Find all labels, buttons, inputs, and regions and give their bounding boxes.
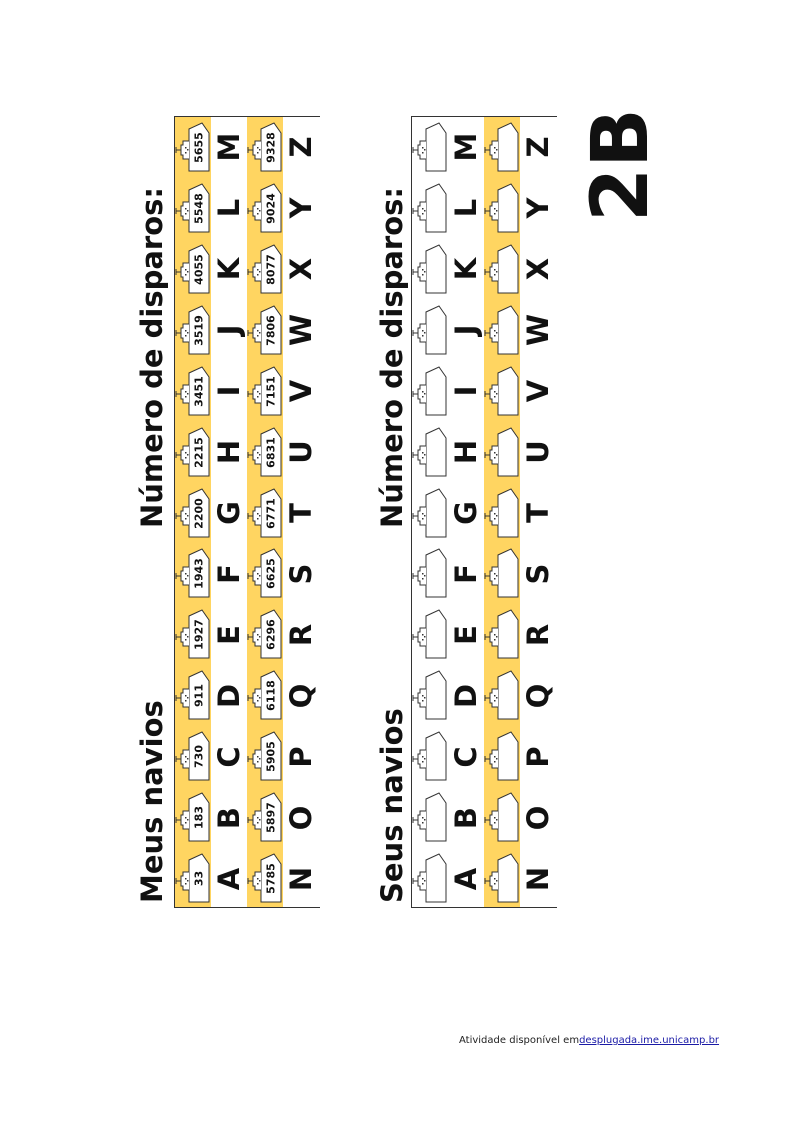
column-letter: T <box>521 503 555 523</box>
column-letter: S <box>521 563 555 585</box>
ship-number: 730 <box>192 745 206 769</box>
ship-cell <box>247 789 283 847</box>
ship-cell <box>484 241 520 299</box>
ship-number: 8077 <box>264 254 278 285</box>
ship-number: 6625 <box>264 558 278 590</box>
ship-icon <box>412 485 448 543</box>
ship-cell <box>247 485 283 543</box>
column-letter: A <box>212 867 246 890</box>
ship-cell <box>412 850 448 908</box>
column-letter: V <box>521 379 555 403</box>
column-letter: B <box>212 806 246 829</box>
ship-number: 33 <box>192 870 206 887</box>
column-letter: U <box>521 440 555 464</box>
ship-number: 6118 <box>264 680 278 712</box>
ship-number: 6296 <box>264 619 278 651</box>
column-letter: P <box>284 746 318 768</box>
sheet-code: 2B <box>576 108 666 222</box>
ship-icon <box>412 302 448 360</box>
column-letter: Q <box>521 683 555 709</box>
column-letter: Q <box>284 683 318 709</box>
column-letter: P <box>521 746 555 768</box>
ship-number: 5897 <box>264 802 278 833</box>
ship-cell <box>175 363 211 421</box>
ship-icon <box>484 850 520 908</box>
ship-cell <box>175 302 211 360</box>
ship-cell <box>484 606 520 664</box>
ship-number: 3451 <box>192 375 206 407</box>
ship-cell <box>247 850 283 908</box>
board2-title-left: Seus navios <box>375 708 409 903</box>
column-letter: X <box>284 258 318 281</box>
ship-cell <box>484 728 520 786</box>
ship-cell <box>412 180 448 238</box>
column-letter: U <box>284 440 318 464</box>
column-letter: S <box>284 563 318 585</box>
footer-link[interactable]: desplugada.ime.unicamp.br <box>579 1035 720 1046</box>
ship-cell <box>412 485 448 543</box>
column-letter: F <box>449 564 483 584</box>
column-letter: J <box>449 324 483 336</box>
column-letter: R <box>284 623 318 647</box>
column-letter: O <box>284 805 318 830</box>
ship-cell <box>247 728 283 786</box>
ship-number: 7806 <box>264 314 278 346</box>
column-letter: X <box>521 258 555 281</box>
ship-cell <box>412 667 448 725</box>
ship-number: 7151 <box>264 375 278 407</box>
column-letter: I <box>449 385 483 397</box>
board2-title-right: Número de disparos: <box>375 186 409 528</box>
column-letter: M <box>212 133 246 162</box>
footer <box>459 1035 719 1046</box>
ship-number: 1927 <box>192 619 206 651</box>
ship-cell <box>484 789 520 847</box>
ship-number: 5905 <box>264 741 278 773</box>
ship-cell <box>247 180 283 238</box>
ship-icon <box>484 789 520 847</box>
ship-cell <box>412 119 448 177</box>
column-letter: D <box>212 683 246 708</box>
ship-icon <box>484 485 520 543</box>
column-letter: Y <box>521 197 555 219</box>
ship-icon <box>484 606 520 664</box>
ship-number: 911 <box>192 684 206 708</box>
column-letter: V <box>284 379 318 403</box>
column-letter: N <box>284 866 318 891</box>
column-letter: Z <box>284 136 318 158</box>
column-letter: K <box>449 258 483 281</box>
column-letter: M <box>449 133 483 162</box>
ship-cell <box>484 302 520 360</box>
ship-icon <box>484 180 520 238</box>
ship-cell <box>484 180 520 238</box>
ship-icon <box>412 850 448 908</box>
ship-icon <box>412 545 448 603</box>
ship-cell <box>247 302 283 360</box>
ship-number: 5548 <box>192 193 206 224</box>
ship-number: 2200 <box>192 497 206 529</box>
ship-cell <box>412 241 448 299</box>
column-letter: A <box>449 867 483 890</box>
ship-cell <box>412 302 448 360</box>
ship-cell <box>175 545 211 603</box>
column-letter: D <box>449 683 483 708</box>
board1-title-left: Meus navios <box>135 700 169 903</box>
ship-cell <box>175 119 211 177</box>
ship-icon <box>484 545 520 603</box>
column-letter: T <box>284 503 318 523</box>
ship-cell <box>247 667 283 725</box>
ship-number: 4055 <box>192 254 206 285</box>
ship-cell <box>175 728 211 786</box>
ship-icon <box>412 606 448 664</box>
ship-number: 6831 <box>264 436 278 468</box>
ship-number: 2215 <box>192 436 206 468</box>
board1-title-right: Número de disparos: <box>135 186 169 528</box>
column-letter: C <box>449 746 483 768</box>
ship-number: 3519 <box>192 314 206 346</box>
ship-icon <box>412 119 448 177</box>
ship-cell <box>412 789 448 847</box>
column-letter: C <box>212 746 246 768</box>
ship-cell <box>175 180 211 238</box>
ship-number: 5785 <box>264 863 278 894</box>
ship-number: 1943 <box>192 558 206 590</box>
ship-cell <box>175 241 211 299</box>
ship-icon <box>484 728 520 786</box>
ship-icon <box>412 789 448 847</box>
ship-number: 9328 <box>264 132 278 163</box>
ship-icon <box>412 424 448 482</box>
ship-number: 5655 <box>192 132 206 163</box>
ship-cell <box>175 424 211 482</box>
column-letter: E <box>212 624 246 645</box>
ship-cell <box>175 667 211 725</box>
column-letter: Y <box>284 197 318 219</box>
ship-cell <box>247 424 283 482</box>
ship-icon <box>484 119 520 177</box>
footer-text: Atividade disponível em <box>459 1035 580 1046</box>
ship-cell <box>484 545 520 603</box>
ship-icon <box>484 363 520 421</box>
column-letter: O <box>521 805 555 830</box>
column-letter: H <box>212 439 246 465</box>
ship-cell <box>247 241 283 299</box>
ship-cell <box>484 363 520 421</box>
column-letter: H <box>449 439 483 465</box>
ship-cell <box>484 850 520 908</box>
ship-icon <box>412 363 448 421</box>
ship-icon <box>412 728 448 786</box>
ship-cell <box>175 850 211 908</box>
ship-number: 9024 <box>264 193 278 224</box>
ship-icon <box>412 667 448 725</box>
column-letter: G <box>449 501 483 525</box>
column-letter: F <box>212 564 246 584</box>
ship-cell <box>175 485 211 543</box>
column-letter: R <box>521 623 555 647</box>
ship-cell <box>484 424 520 482</box>
their-ships-board <box>411 116 557 908</box>
column-letter: B <box>449 806 483 829</box>
ship-cell <box>484 119 520 177</box>
column-letter: K <box>212 258 246 281</box>
ship-icon <box>484 667 520 725</box>
ship-cell <box>412 363 448 421</box>
my-ships-board <box>174 116 320 908</box>
column-letter: N <box>521 866 555 891</box>
column-letter: G <box>212 501 246 525</box>
ship-number: 6771 <box>264 497 278 529</box>
ship-cell <box>484 485 520 543</box>
column-letter: J <box>212 324 246 336</box>
ship-cell <box>412 728 448 786</box>
ship-cell <box>175 606 211 664</box>
ship-cell <box>247 363 283 421</box>
column-letter: W <box>521 314 555 347</box>
ship-cell <box>247 545 283 603</box>
ship-cell <box>412 606 448 664</box>
ship-icon <box>412 241 448 299</box>
ship-number: 183 <box>192 806 206 830</box>
ship-cell <box>412 545 448 603</box>
column-letter: L <box>449 199 483 218</box>
ship-icon <box>484 424 520 482</box>
column-letter: Z <box>521 136 555 158</box>
column-letter: E <box>449 624 483 645</box>
column-letter: I <box>212 385 246 397</box>
ship-icon <box>484 241 520 299</box>
column-letter: W <box>284 314 318 347</box>
ship-cell <box>175 789 211 847</box>
column-letter: L <box>212 199 246 218</box>
ship-icon <box>412 180 448 238</box>
ship-cell <box>484 667 520 725</box>
ship-cell <box>247 606 283 664</box>
ship-cell <box>412 424 448 482</box>
ship-cell <box>247 119 283 177</box>
ship-icon <box>484 302 520 360</box>
